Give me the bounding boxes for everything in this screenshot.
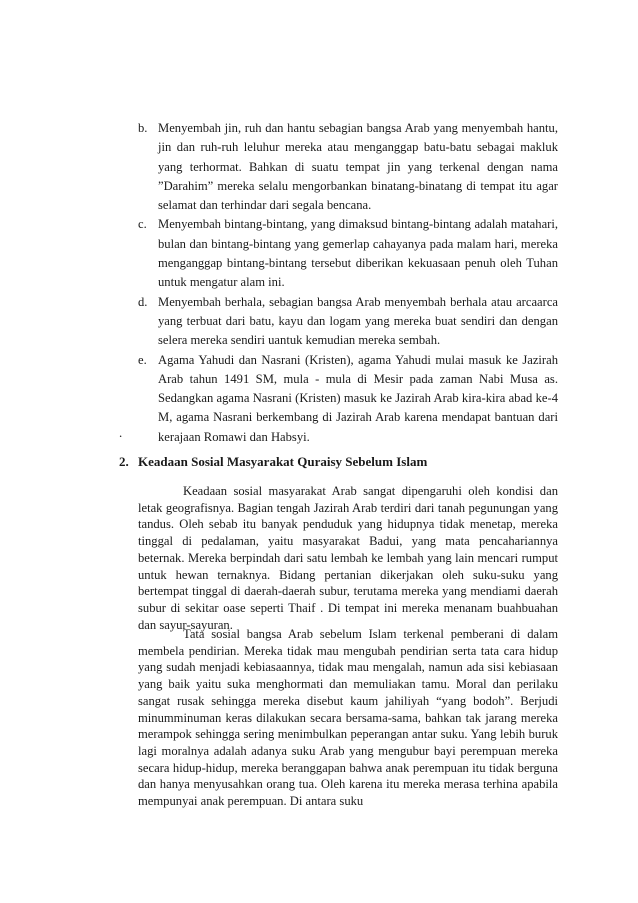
- list-marker: b.: [138, 121, 148, 135]
- list-marker: d.: [138, 294, 148, 309]
- list-item-text: Menyembah jin, ruh dan hantu sebagian bangsa Arab yang menyembah hantu, jin dan ruh-ruh leluhur mereka atau menganggap batu-batu sebagai makluk yang terhormat. Bahkan di suatu tempat jin yang terkenal dengan nama ”Darahim” mereka selalu mengorbankan binatang-binatang di tempat itu agar selamat dan terhindar dari segala bencana.: [158, 121, 558, 213]
- worship-list: [138, 119, 558, 447]
- list-item: [138, 293, 558, 351]
- list-item-text: Agama Yahudi dan Nasrani (Kristen), agama Yahudi mulai masuk ke Jazirah Arab tahun 1491 SM, mula - mula di Mesir pada zaman Nabi Musa as. Sedangkan agama Nasrani (Kristen) masuk ke Jazirah Arab kira-kira abad ke-4 M, agama Nasrani berkembang di Jazirah Arab karena mendapat bantuan dari kerajaan Romawi dan Habsyi.: [158, 352, 558, 444]
- list-item: [138, 215, 558, 292]
- section-title: Keadaan Sosial Masyarakat Quraisy Sebelum Islam: [138, 454, 428, 469]
- list-marker: c.: [138, 217, 147, 232]
- list-item: [138, 119, 558, 215]
- section-number: 2.: [119, 454, 129, 469]
- list-marker: e.: [138, 352, 147, 367]
- list-item: [138, 351, 558, 447]
- section-heading: [119, 453, 427, 471]
- stray-mark: .: [119, 425, 123, 440]
- list-item-text: Menyembah bintang-bintang, yang dimaksud bintang-bintang adalah matahari, bulan dan bintang-bintang yang gemerlap cahayanya pada malam hari, mereka menganggap bintang-bintang tersebut diberikan kekuasaan penuh oleh Tuhan untuk mengatur alam ini.: [158, 217, 558, 290]
- body-paragraph: Keadaan sosial masyarakat Arab sangat dipengaruhi oleh kondisi dan letak geografisnya. Bagian tengah Jazirah Arab terdiri dari tanah pegunungan yang tandus. Oleh sebab itu banyak penduduk yang hidupnya tidak menetap, mereka tinggal di pedalaman, yaitu masyarakat Badui, yang mata pencahariannya beternak. Mereka berpindah dari satu lembah ke lembah yang lain mencari rumput untuk hewan ternaknya. Bidang pertanian dikerjakan oleh suku-suku yang bertempat tinggal di daerah-daerah subur, terutama mereka yang mendiami daerah subur di sekitar oase seperti Thaif . Di tempat ini mereka menanam buahbuahan dan sayur-sayuran.: [138, 484, 558, 632]
- list-item-text: Menyembah berhala, sebagian bangsa Arab menyembah berhala atau arcaarca yang terbuat dari batu, kayu dan logam yang mereka buat sendiri dan dengan selera mereka sendiri uantuk kemudian mereka sembah.: [158, 294, 558, 348]
- body-paragraph: Tata sosial bangsa Arab sebelum Islam terkenal pemberani di dalam membela pendirian. Mereka tidak mau mengubah pendirian serta tata cara hidup yang sudah menjadi kebiasaannya, tidak mau mengalah, namun ada sisi kebiasaan yang baik yaitu suka menghormati dan memuliakan tamu. Moral dan perilaku sangat rusak sehingga mereka disebut kaum jahiliyah “yang bodoh”. Berjudi minumminuman keras dilakukan secara bersama-sama, bahkan tak jarang mereka merampok sehingga sering menimbulkan peperangan antar suku. Yang lebih buruk lagi moralnya adalah adanya suku Arab yang mengubur bayi perempuan mereka secara hidup-hidup, mereka beranggapan bahwa anak perempuan itu tidak berguna dan hanya menyusahkan orang tua. Oleh karena itu mereka merasa terhina apabila mempunyai anak perempuan. Di antara suku: [138, 627, 558, 809]
